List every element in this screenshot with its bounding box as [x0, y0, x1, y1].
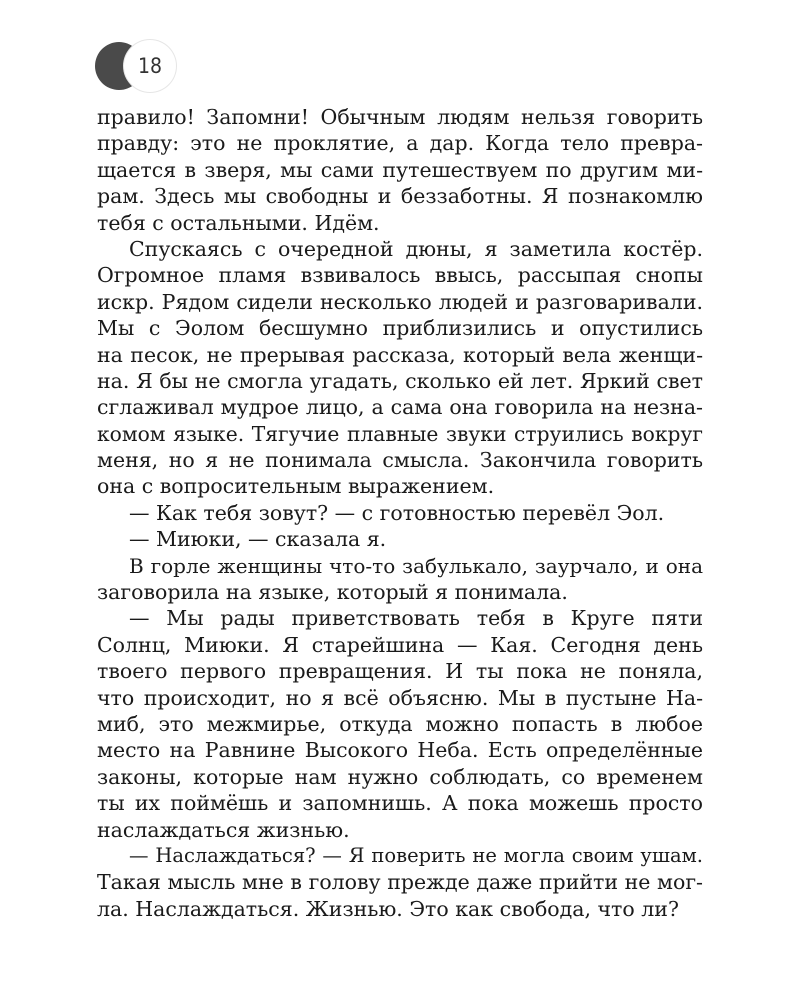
text-line: правду: это не проклятие, а дар. Когда тело превра-: [97, 131, 703, 156]
dialogue-line: — Мы рады приветствовать тебя в Круге пяти: [129, 606, 703, 631]
text-line: щается в зверя, мы сами путешествуем по другим ми-: [97, 157, 703, 182]
text-line: сглаживал мудрое лицо, а сама она говорила на незна-: [97, 395, 703, 420]
text-line: заговорила на языке, который я понимала.: [97, 580, 568, 605]
page-number-badge: [95, 40, 185, 92]
text-line: твоего первого превращения. И ты пока не поняла,: [97, 659, 703, 684]
text-line: ты их поймёшь и запомнишь. А пока можешь просто: [97, 791, 703, 816]
text-line: искр. Рядом сидели несколько людей и разговаривали.: [97, 289, 703, 314]
text-line: что происходит, но я всё объясню. Мы в пустыне На-: [97, 685, 703, 710]
text-line: Огромное пламя взвивалось ввысь, рассыпая снопы: [97, 263, 703, 288]
dialogue-line: — Миюки, — сказала я.: [129, 527, 387, 552]
text-line: миб, это межмирье, откуда можно попасть в любое: [97, 711, 703, 736]
dialogue-line: — Как тебя зовут? — с готовностью перевёл Эол.: [129, 500, 665, 525]
text-line: меня, но я не понимала смысла. Закончила говорить: [97, 448, 703, 473]
text-line: тебя с остальными. Идём.: [97, 210, 380, 235]
text-line: место на Равнине Высокого Неба. Есть определённые: [97, 738, 703, 763]
text-line: на песок, не прерывая рассказа, который вела женщи-: [97, 342, 703, 367]
dialogue-line: — Наслаждаться? — Я поверить не могла своим ушам.: [129, 843, 703, 867]
text-line: Мы с Эолом бесшумно приблизились и опустились: [97, 316, 703, 341]
text-line: она с вопросительным выражением.: [97, 474, 495, 499]
text-line: Такая мысль мне в голову прежде даже прийти не мог-: [97, 870, 703, 895]
page-number: 18: [124, 40, 176, 92]
text-line: комом языке. Тягучие плавные звуки струились вокруг: [97, 421, 703, 446]
text-line: Солнц, Миюки. Я старейшина — Кая. Сегодня день: [97, 632, 703, 657]
text-line: Спускаясь с очередной дюны, я заметила костёр.: [129, 236, 703, 261]
text-line: правило! Запомни! Обычным людям нельзя говорить: [97, 105, 703, 129]
body-text: [97, 104, 703, 922]
text-line: на. Я бы не смогла угадать, сколько ей лет. Яркий свет: [97, 368, 703, 393]
text-line: ла. Наслаждаться. Жизнью. Это как свобода, что ли?: [97, 896, 679, 921]
text-line: В горле женщины что-то забулькало, заурчало, и она: [129, 553, 703, 578]
text-line: рам. Здесь мы свободны и беззаботны. Я познакомлю: [97, 184, 703, 209]
text-line: законы, которые нам нужно соблюдать, со временем: [97, 764, 703, 789]
text-line: наслаждаться жизнью.: [97, 817, 350, 842]
